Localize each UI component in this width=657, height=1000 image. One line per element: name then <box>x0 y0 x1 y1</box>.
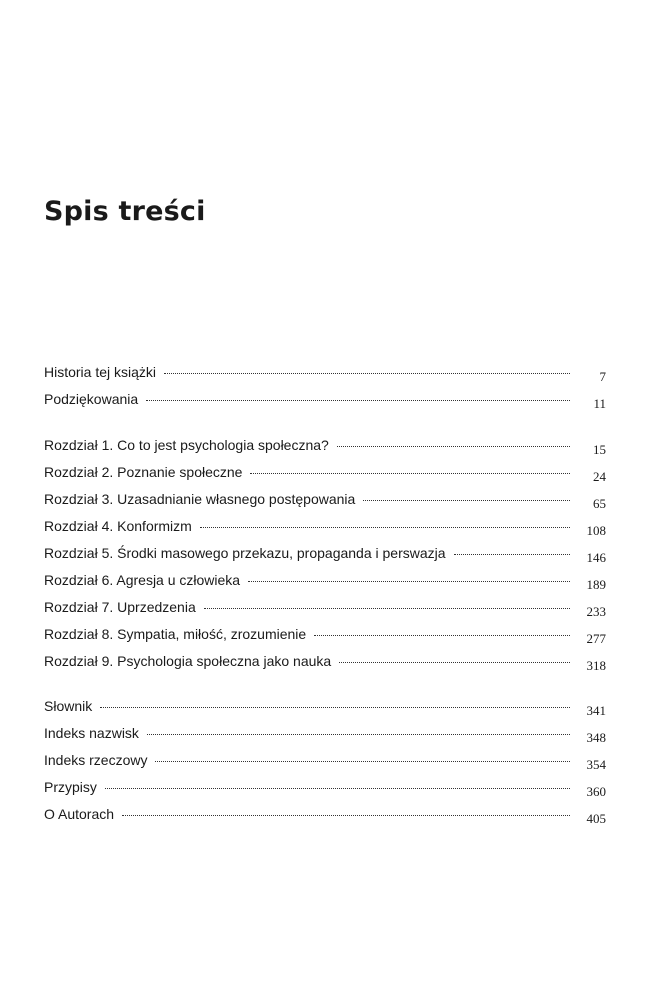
toc-entry-page-number: 15 <box>593 442 606 457</box>
dot-leader <box>363 500 570 501</box>
toc-entry <box>44 801 606 828</box>
dot-leader <box>454 554 570 555</box>
dot-leader <box>200 527 570 528</box>
toc-entry <box>44 486 606 513</box>
toc-entry <box>44 432 606 459</box>
toc-entry-page-number: 233 <box>586 604 606 619</box>
toc-chapters <box>44 432 606 675</box>
toc-entry <box>44 386 606 413</box>
toc-entry-page-number: 354 <box>586 757 606 772</box>
dot-leader <box>146 400 570 401</box>
toc-entry-page-number: 405 <box>586 811 606 826</box>
toc-entry-label: Podziękowania <box>44 391 139 407</box>
toc-entry-page-number: 277 <box>586 631 606 646</box>
toc-entry-page-number: 11 <box>593 396 606 411</box>
page-title: Spis treści <box>44 196 206 227</box>
dot-leader <box>122 815 570 816</box>
toc-entry-label: Rozdział 3. Uzasadnianie własnego postępowania <box>44 491 356 507</box>
toc-entry-label: Słownik <box>44 698 93 714</box>
toc-entry-page-number: 7 <box>599 369 606 384</box>
toc-entry <box>44 693 606 720</box>
toc-entry <box>44 567 606 594</box>
toc-entry-label: Rozdział 6. Agresja u człowieka <box>44 572 241 588</box>
dot-leader <box>337 446 570 447</box>
toc-entry-label: Rozdział 7. Uprzedzenia <box>44 599 196 615</box>
toc-entry <box>44 747 606 774</box>
toc-entry-page-number: 189 <box>586 577 606 592</box>
toc-entry <box>44 359 606 386</box>
toc-entry-label: Rozdział 8. Sympatia, miłość, zrozumienie <box>44 626 307 642</box>
dot-leader <box>155 761 570 762</box>
toc-entry-label: Przypisy <box>44 779 97 795</box>
toc-entry <box>44 513 606 540</box>
dot-leader <box>204 608 570 609</box>
toc-entry-page-number: 341 <box>586 703 606 718</box>
dot-leader <box>250 473 570 474</box>
toc-entry-label: Indeks nazwisk <box>44 725 139 741</box>
dot-leader <box>105 788 570 789</box>
toc-entry-page-number: 146 <box>586 550 606 565</box>
toc-entry <box>44 720 606 747</box>
toc-back-matter <box>44 693 606 828</box>
toc-entry <box>44 540 606 567</box>
toc-entry-label: Rozdział 2. Poznanie społeczne <box>44 464 243 480</box>
dot-leader <box>339 662 570 663</box>
dot-leader <box>147 734 570 735</box>
toc-entry-page-number: 318 <box>586 658 606 673</box>
toc-entry <box>44 774 606 801</box>
toc-entry-label: Rozdział 1. Co to jest psychologia społeczna? <box>44 437 329 453</box>
toc-entry-page-number: 24 <box>593 469 606 484</box>
dot-leader <box>248 581 570 582</box>
toc-entry-page-number: 348 <box>586 730 606 745</box>
toc-entry-label: Rozdział 4. Konformizm <box>44 518 192 534</box>
toc-entry-page-number: 108 <box>586 523 606 538</box>
toc-entry-label: Indeks rzeczowy <box>44 752 148 768</box>
dot-leader <box>164 373 570 374</box>
toc-entry-page-number: 360 <box>586 784 606 799</box>
toc-entry-label: Rozdział 9. Psychologia społeczna jako nauka <box>44 653 332 669</box>
dot-leader <box>100 707 570 708</box>
toc-entry-label: Historia tej książki <box>44 364 157 380</box>
toc-entry <box>44 648 606 675</box>
toc-entry-label: O Autorach <box>44 806 115 822</box>
toc-entry-page-number: 65 <box>593 496 606 511</box>
toc-entry <box>44 459 606 486</box>
dot-leader <box>314 635 570 636</box>
toc-front-matter <box>44 359 606 413</box>
toc-entry-label: Rozdział 5. Środki masowego przekazu, propaganda i perswazja <box>44 545 446 561</box>
toc-entry <box>44 594 606 621</box>
toc-entry <box>44 621 606 648</box>
